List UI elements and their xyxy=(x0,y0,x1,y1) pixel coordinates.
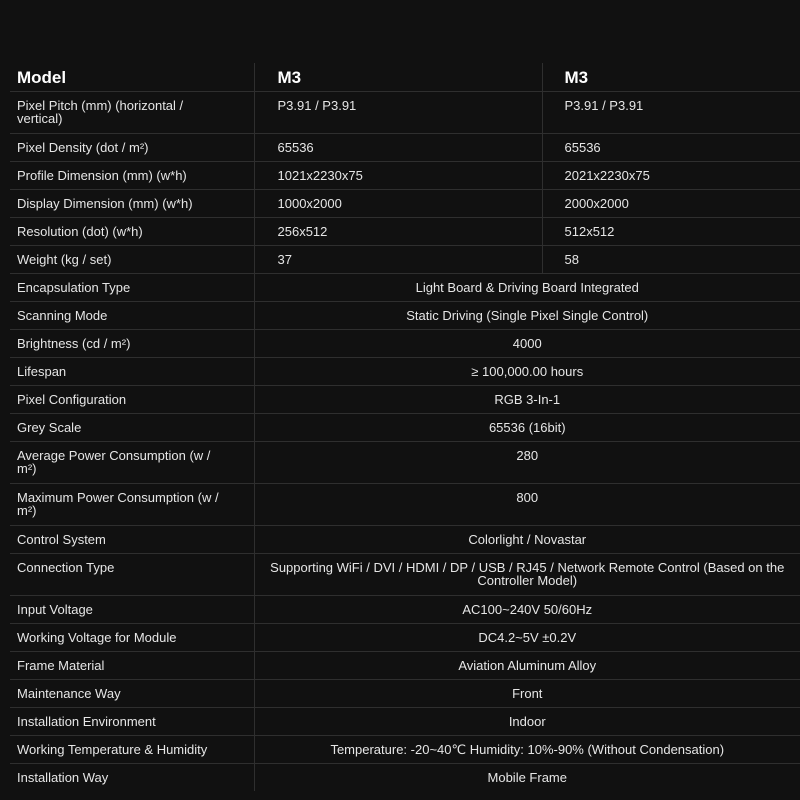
table-row xyxy=(10,554,800,596)
row-value: Aviation Aluminum Alloy xyxy=(254,652,800,680)
row-value-a: 1000x2000 xyxy=(254,190,542,218)
row-label: Installation Environment xyxy=(10,708,254,736)
table-row xyxy=(10,484,800,526)
row-value: 800 xyxy=(254,484,800,526)
spec-table xyxy=(10,63,800,791)
row-label: Weight (kg / set) xyxy=(10,246,254,274)
row-label: Installation Way xyxy=(17,770,109,785)
row-value: Supporting WiFi / DVI / HDMI / DP / USB / RJ45 / Network Remote Control (Based on the Controller Model) xyxy=(254,554,800,596)
table-row xyxy=(10,162,800,190)
row-label: Pixel Density (dot / m²) xyxy=(10,134,254,162)
table-row xyxy=(10,414,800,442)
header-model-b: M3 xyxy=(542,63,800,92)
row-value-b: P3.91 / P3.91 xyxy=(542,92,800,134)
row-value-a: 37 xyxy=(254,246,542,274)
table-row xyxy=(10,596,800,624)
row-label: Encapsulation Type xyxy=(10,274,254,302)
row-value: AC100~240V 50/60Hz xyxy=(254,596,800,624)
row-label: Resolution (dot) (w*h) xyxy=(10,218,254,246)
table-row xyxy=(10,330,800,358)
row-value: Indoor xyxy=(254,708,800,736)
table-row xyxy=(10,764,800,792)
row-label: Maximum Power Consumption (w / m²) xyxy=(10,484,254,526)
row-label: Scanning Mode xyxy=(10,302,254,330)
row-value-b: 58 xyxy=(542,246,800,274)
header-model-label: Model xyxy=(10,63,254,92)
row-value-b: 512x512 xyxy=(542,218,800,246)
row-value-a: P3.91 / P3.91 xyxy=(254,92,542,134)
table-row xyxy=(10,680,800,708)
row-label: Average Power Consumption (w / m²) xyxy=(10,442,254,484)
table-row xyxy=(10,274,800,302)
row-label: Lifespan xyxy=(10,358,254,386)
table-row xyxy=(10,92,800,134)
table-row xyxy=(10,652,800,680)
row-label: Profile Dimension (mm) (w*h) xyxy=(10,162,254,190)
row-label: Frame Material xyxy=(10,652,254,680)
row-value-b: 2000x2000 xyxy=(542,190,800,218)
row-value-a: 1021x2230x75 xyxy=(254,162,542,190)
table-row xyxy=(10,708,800,736)
row-value: Colorlight / Novastar xyxy=(254,526,800,554)
row-value: Static Driving (Single Pixel Single Control) xyxy=(254,302,800,330)
table-row xyxy=(10,386,800,414)
table-row xyxy=(10,624,800,652)
row-value: Temperature: -20~40℃ Humidity: 10%-90% (Without Condensation) xyxy=(254,736,800,764)
row-value: Front xyxy=(254,680,800,708)
header-model-a: M3 xyxy=(254,63,542,92)
row-value: Mobile Frame xyxy=(254,764,800,792)
table-row xyxy=(10,246,800,274)
row-value: 65536 (16bit) xyxy=(254,414,800,442)
row-value-b: 2021x2230x75 xyxy=(542,162,800,190)
row-value: 280 xyxy=(254,442,800,484)
row-label: Input Voltage xyxy=(10,596,254,624)
table-row xyxy=(10,358,800,386)
row-value: ≥ 100,000.00 hours xyxy=(254,358,800,386)
row-value-a: 65536 xyxy=(254,134,542,162)
row-label: Pixel Pitch (mm) (horizontal / vertical) xyxy=(10,92,254,134)
table-row xyxy=(10,302,800,330)
table-row xyxy=(10,526,800,554)
row-value: 4000 xyxy=(254,330,800,358)
row-label: Control System xyxy=(10,526,254,554)
row-label: Working Temperature & Humidity xyxy=(10,736,254,764)
row-value-a: 256x512 xyxy=(254,218,542,246)
row-label: Brightness (cd / m²) xyxy=(10,330,254,358)
table-row xyxy=(10,218,800,246)
row-label: Grey Scale xyxy=(10,414,254,442)
row-value: RGB 3-In-1 xyxy=(254,386,800,414)
row-label: Connection Type xyxy=(10,554,254,596)
table-row xyxy=(10,442,800,484)
row-label: Maintenance Way xyxy=(10,680,254,708)
row-label: Display Dimension (mm) (w*h) xyxy=(10,190,254,218)
row-value: DC4.2~5V ±0.2V xyxy=(254,624,800,652)
table-row xyxy=(10,190,800,218)
table-row xyxy=(10,134,800,162)
row-label: Working Voltage for Module xyxy=(10,624,254,652)
row-value: Light Board & Driving Board Integrated xyxy=(254,274,800,302)
table-row xyxy=(10,736,800,764)
row-value-b: 65536 xyxy=(542,134,800,162)
table-header-row xyxy=(10,63,800,92)
row-label: Pixel Configuration xyxy=(10,386,254,414)
